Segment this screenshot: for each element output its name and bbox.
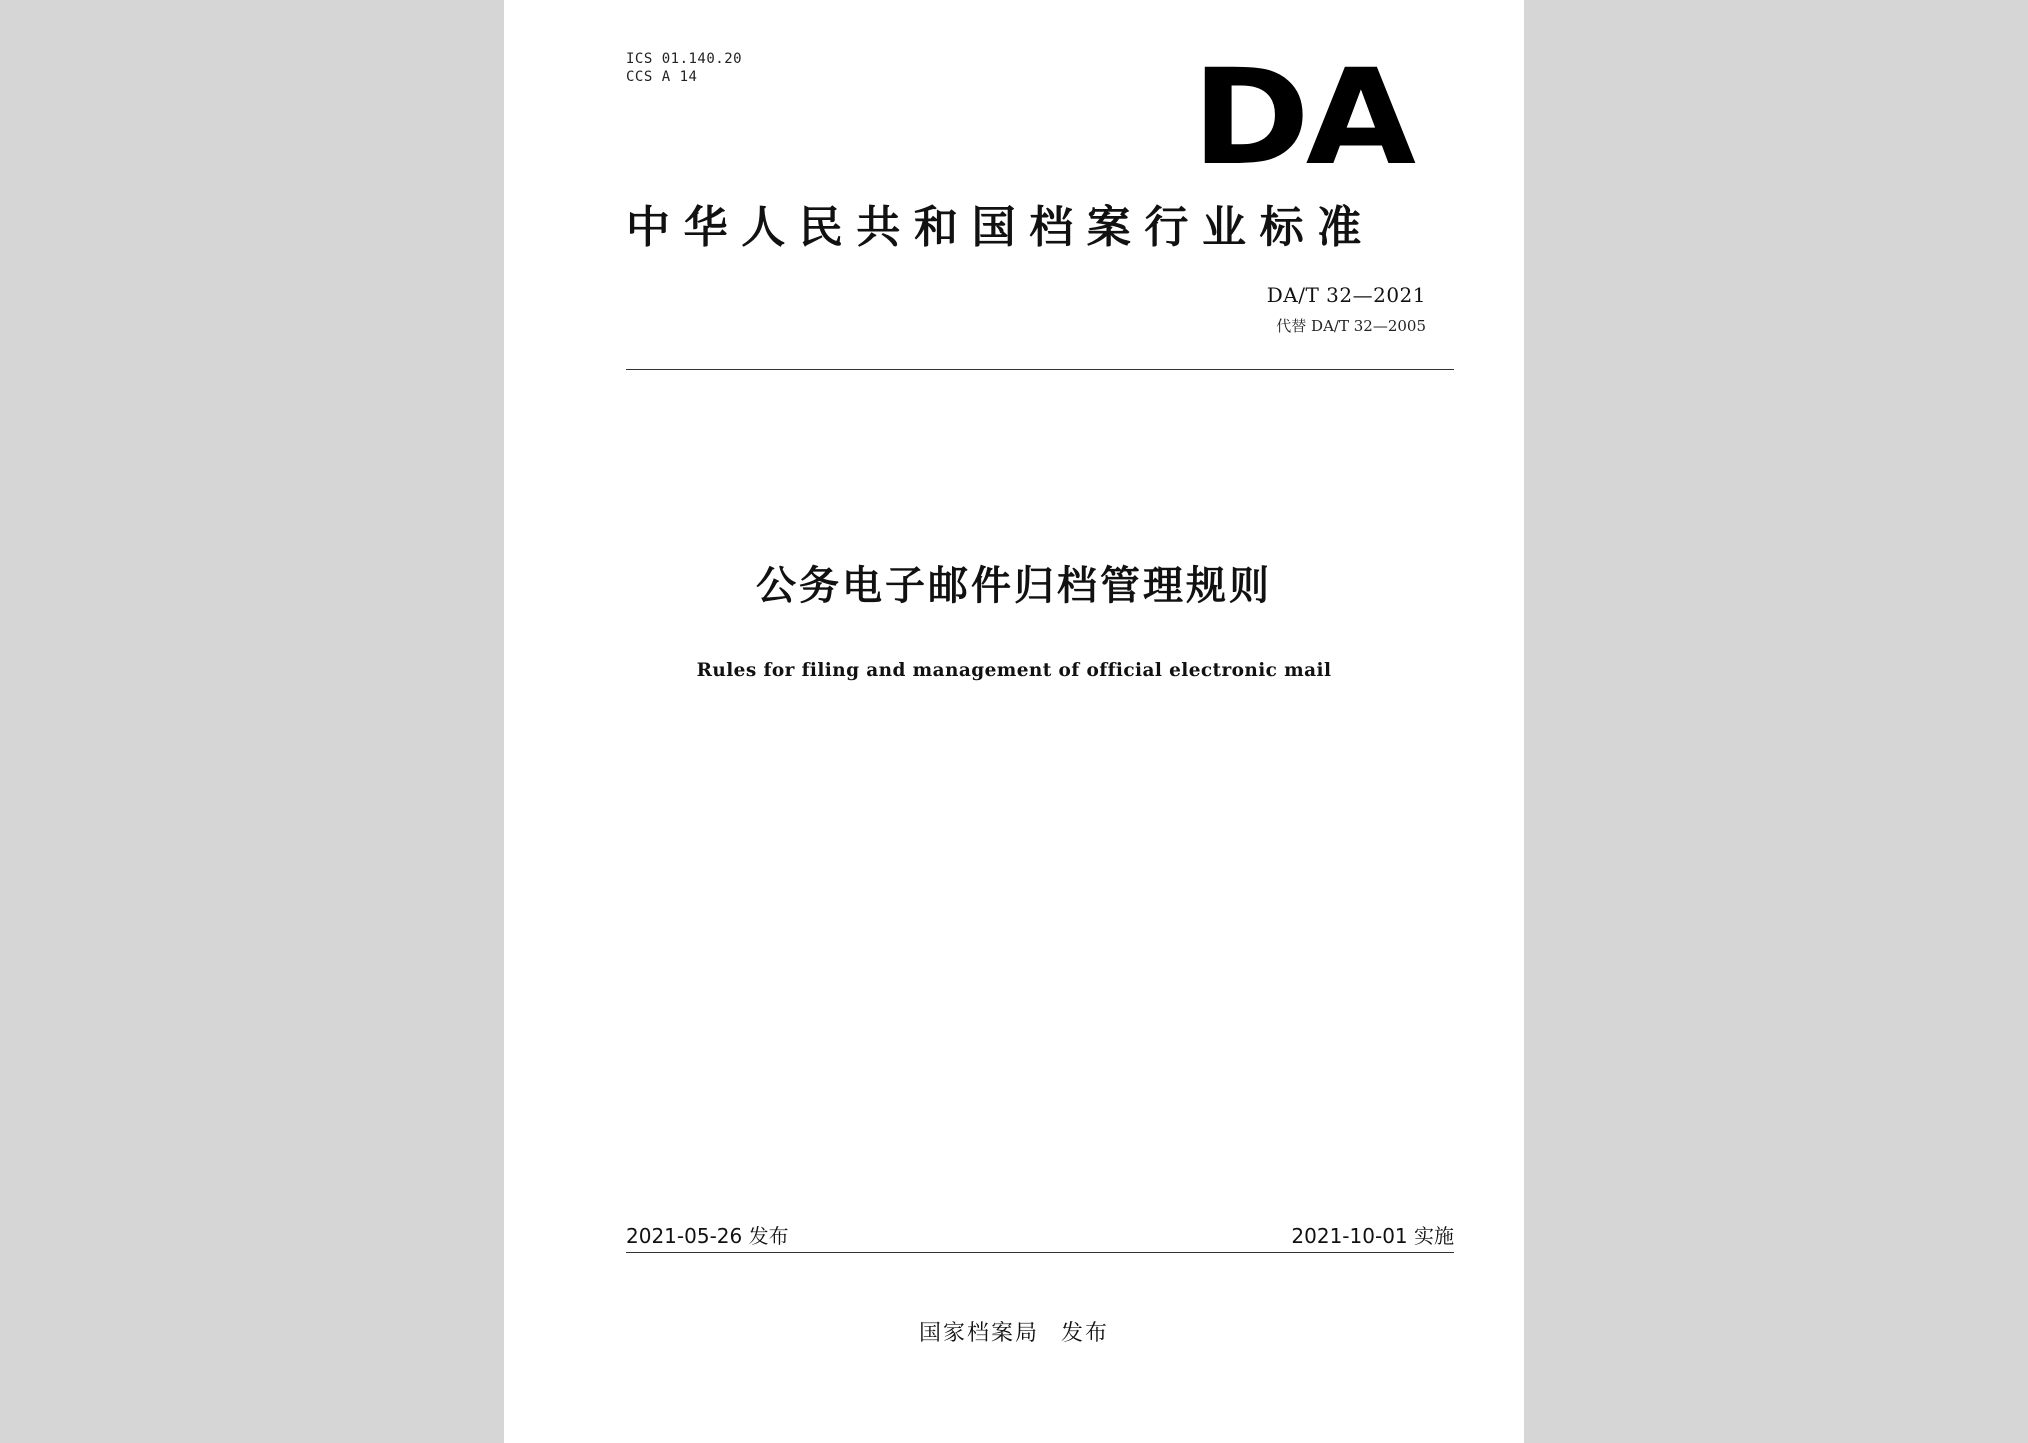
classification-codes — [626, 50, 742, 86]
document-cover-page — [504, 0, 1524, 1443]
document-title-en: Rules for filing and management of official electronic mail — [696, 660, 1332, 681]
standard-number: DA/T 32—2021 — [1266, 283, 1426, 307]
issue-date: 2021-05-26 发布 — [626, 1224, 789, 1248]
da-logo: DA — [1191, 41, 1412, 195]
header-divider — [626, 369, 1454, 370]
publisher-name: 国家档案局 — [918, 1321, 1039, 1346]
issuing-standard-title: 中华人民共和国档案行业标准 — [626, 202, 1375, 253]
publisher-line — [504, 1318, 1524, 1350]
replaced-standard: 代替 DA/T 32—2005 — [1276, 317, 1426, 335]
ccs-code: CCS A 14 — [626, 69, 698, 85]
ics-code: ICS 01.140.20 — [626, 51, 743, 67]
document-title-cn: 公务电子邮件归档管理规则 — [756, 563, 1272, 609]
implementation-date: 2021-10-01 实施 — [1291, 1224, 1454, 1248]
footer-divider — [626, 1252, 1454, 1253]
publish-label: 发布 — [1061, 1321, 1110, 1346]
